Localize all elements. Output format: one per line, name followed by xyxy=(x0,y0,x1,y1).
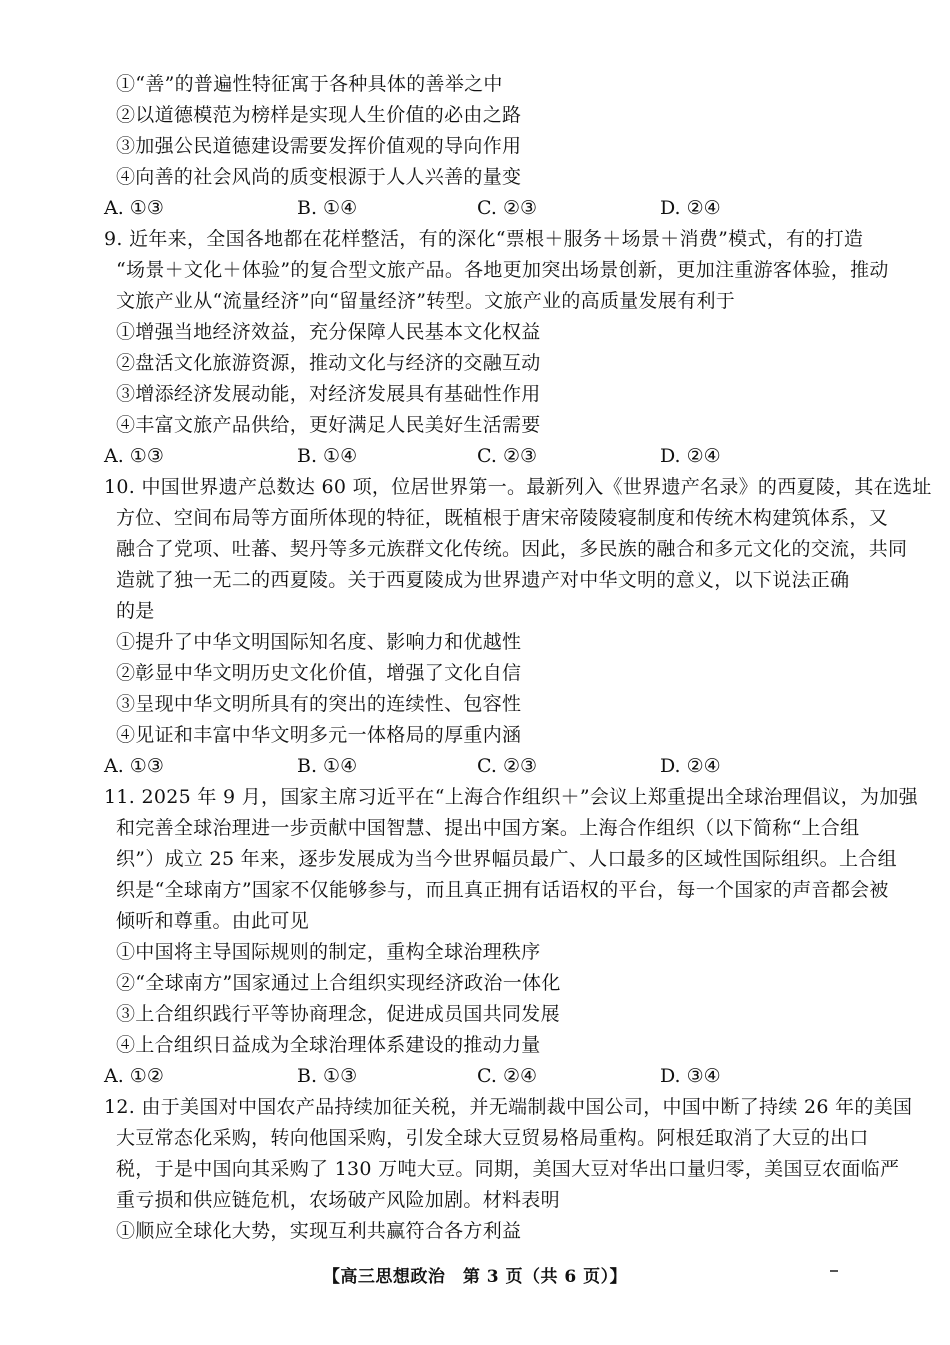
choice-c: C. ②④ xyxy=(477,1065,538,1087)
choice-d: D. ②④ xyxy=(660,755,721,777)
option: ①增强当地经济效益，充分保障人民基本文化权益 xyxy=(116,321,541,343)
option: ②“全球南方”国家通过上合组织实现经济政治一体化 xyxy=(116,972,561,994)
choice-c: C. ②③ xyxy=(477,197,538,219)
question-stem-line: 倾听和尊重。由此可见 xyxy=(116,910,310,932)
option: ③呈现中华文明所具有的突出的连续性、包容性 xyxy=(116,693,522,715)
option: ②盘活文化旅游资源，推动文化与经济的交融互动 xyxy=(116,352,541,374)
answer-choices xyxy=(104,441,844,472)
question-stem-line: 10. 中国世界遗产总数达 60 项，位居世界第一。最新列入《世界遗产名录》的西夏陵，其在选址 xyxy=(104,476,932,498)
option: ④向善的社会风尚的质变根源于人人兴善的量变 xyxy=(116,166,522,188)
option: ③增添经济发展动能，对经济发展具有基础性作用 xyxy=(116,383,541,405)
question-stem-line: 的是 xyxy=(116,600,155,622)
page-footer: 【高三思想政治 第 3 页（共 6 页）】 xyxy=(322,1267,628,1287)
question-stem-line: 9. 近年来，全国各地都在花样整活，有的深化“票根＋服务＋场景＋消费”模式，有的打造 xyxy=(104,228,864,250)
question-stem-line: 大豆常态化采购，转向他国采购，引发全球大豆贸易格局重构。阿根廷取消了大豆的出口 xyxy=(116,1127,869,1149)
choice-d: D. ③④ xyxy=(660,1065,721,1087)
question-stem-line: 税，于是中国向其采购了 130 万吨大豆。同期，美国大豆对华出口量归零，美国豆农面临严 xyxy=(116,1158,900,1180)
question-stem-line: 文旅产业从“流量经济”向“留量经济”转型。文旅产业的高质量发展有利于 xyxy=(116,290,736,312)
scan-mark xyxy=(830,1270,838,1272)
choice-b: B. ①④ xyxy=(297,197,358,219)
choice-b: B. ①④ xyxy=(297,445,358,467)
choice-a: A. ①② xyxy=(104,1065,164,1087)
answer-choices xyxy=(104,751,844,782)
option: ③加强公民道德建设需要发挥价值观的导向作用 xyxy=(116,135,522,157)
question-stem-line: 方位、空间布局等方面所体现的特征，既植根于唐宋帝陵陵寝制度和传统木构建筑体系，又 xyxy=(116,507,889,529)
choice-a: A. ①③ xyxy=(104,445,164,467)
question-stem-line: 造就了独一无二的西夏陵。关于西夏陵成为世界遗产对中华文明的意义，以下说法正确 xyxy=(116,569,850,591)
choice-d: D. ②④ xyxy=(660,445,721,467)
question-stem-line: 12. 由于美国对中国农产品持续加征关税，并无端制裁中国公司，中国中断了持续 26 年的美国 xyxy=(104,1096,913,1118)
choice-b: B. ①④ xyxy=(297,755,358,777)
option: ①中国将主导国际规则的制定，重构全球治理秩序 xyxy=(116,941,541,963)
question-stem-line: 11. 2025 年 9 月，国家主席习近平在“上海合作组织＋”会议上郑重提出全球治理倡议，为加强 xyxy=(104,786,918,808)
question-stem-line: 和完善全球治理进一步贡献中国智慧、提出中国方案。上海合作组织（以下简称“上合组 xyxy=(116,817,860,839)
question-stem-line: 织是“全球南方”国家不仅能够参与，而且真正拥有话语权的平台，每一个国家的声音都会被 xyxy=(116,879,889,901)
choice-c: C. ②③ xyxy=(477,755,538,777)
choice-a: A. ①③ xyxy=(104,755,164,777)
option: ④上合组织日益成为全球治理体系建设的推动力量 xyxy=(116,1034,541,1056)
option: ④见证和丰富中华文明多元一体格局的厚重内涵 xyxy=(116,724,522,746)
question-stem-line: “场景＋文化＋体验”的复合型文旅产品。各地更加突出场景创新，更加注重游客体验，推动 xyxy=(116,259,889,281)
question-stem-line: 重亏损和供应链危机，农场破产风险加剧。材料表明 xyxy=(116,1189,560,1211)
option: ①“善”的普遍性特征寓于各种具体的善举之中 xyxy=(116,73,503,95)
choice-c: C. ②③ xyxy=(477,445,538,467)
option: ④丰富文旅产品供给，更好满足人民美好生活需要 xyxy=(116,414,541,436)
option: ②彰显中华文明历史文化价值，增强了文化自信 xyxy=(116,662,522,684)
question-stem-line: 融合了党项、吐蕃、契丹等多元族群文化传统。因此，多民族的融合和多元文化的交流，共同 xyxy=(116,538,908,560)
option: ③上合组织践行平等协商理念，促进成员国共同发展 xyxy=(116,1003,560,1025)
choice-b: B. ①③ xyxy=(297,1065,358,1087)
option: ②以道德模范为榜样是实现人生价值的必由之路 xyxy=(116,104,522,126)
answer-choices xyxy=(104,1061,844,1092)
option: ①顺应全球化大势，实现互利共赢符合各方利益 xyxy=(116,1220,522,1242)
option: ①提升了中华文明国际知名度、影响力和优越性 xyxy=(116,631,522,653)
question-stem-line: 织”）成立 25 年来，逐步发展成为当今世界幅员最广、人口最多的区域性国际组织。上合组 xyxy=(116,848,897,870)
answer-choices xyxy=(104,193,844,224)
choice-d: D. ②④ xyxy=(660,197,721,219)
choice-a: A. ①③ xyxy=(104,197,164,219)
